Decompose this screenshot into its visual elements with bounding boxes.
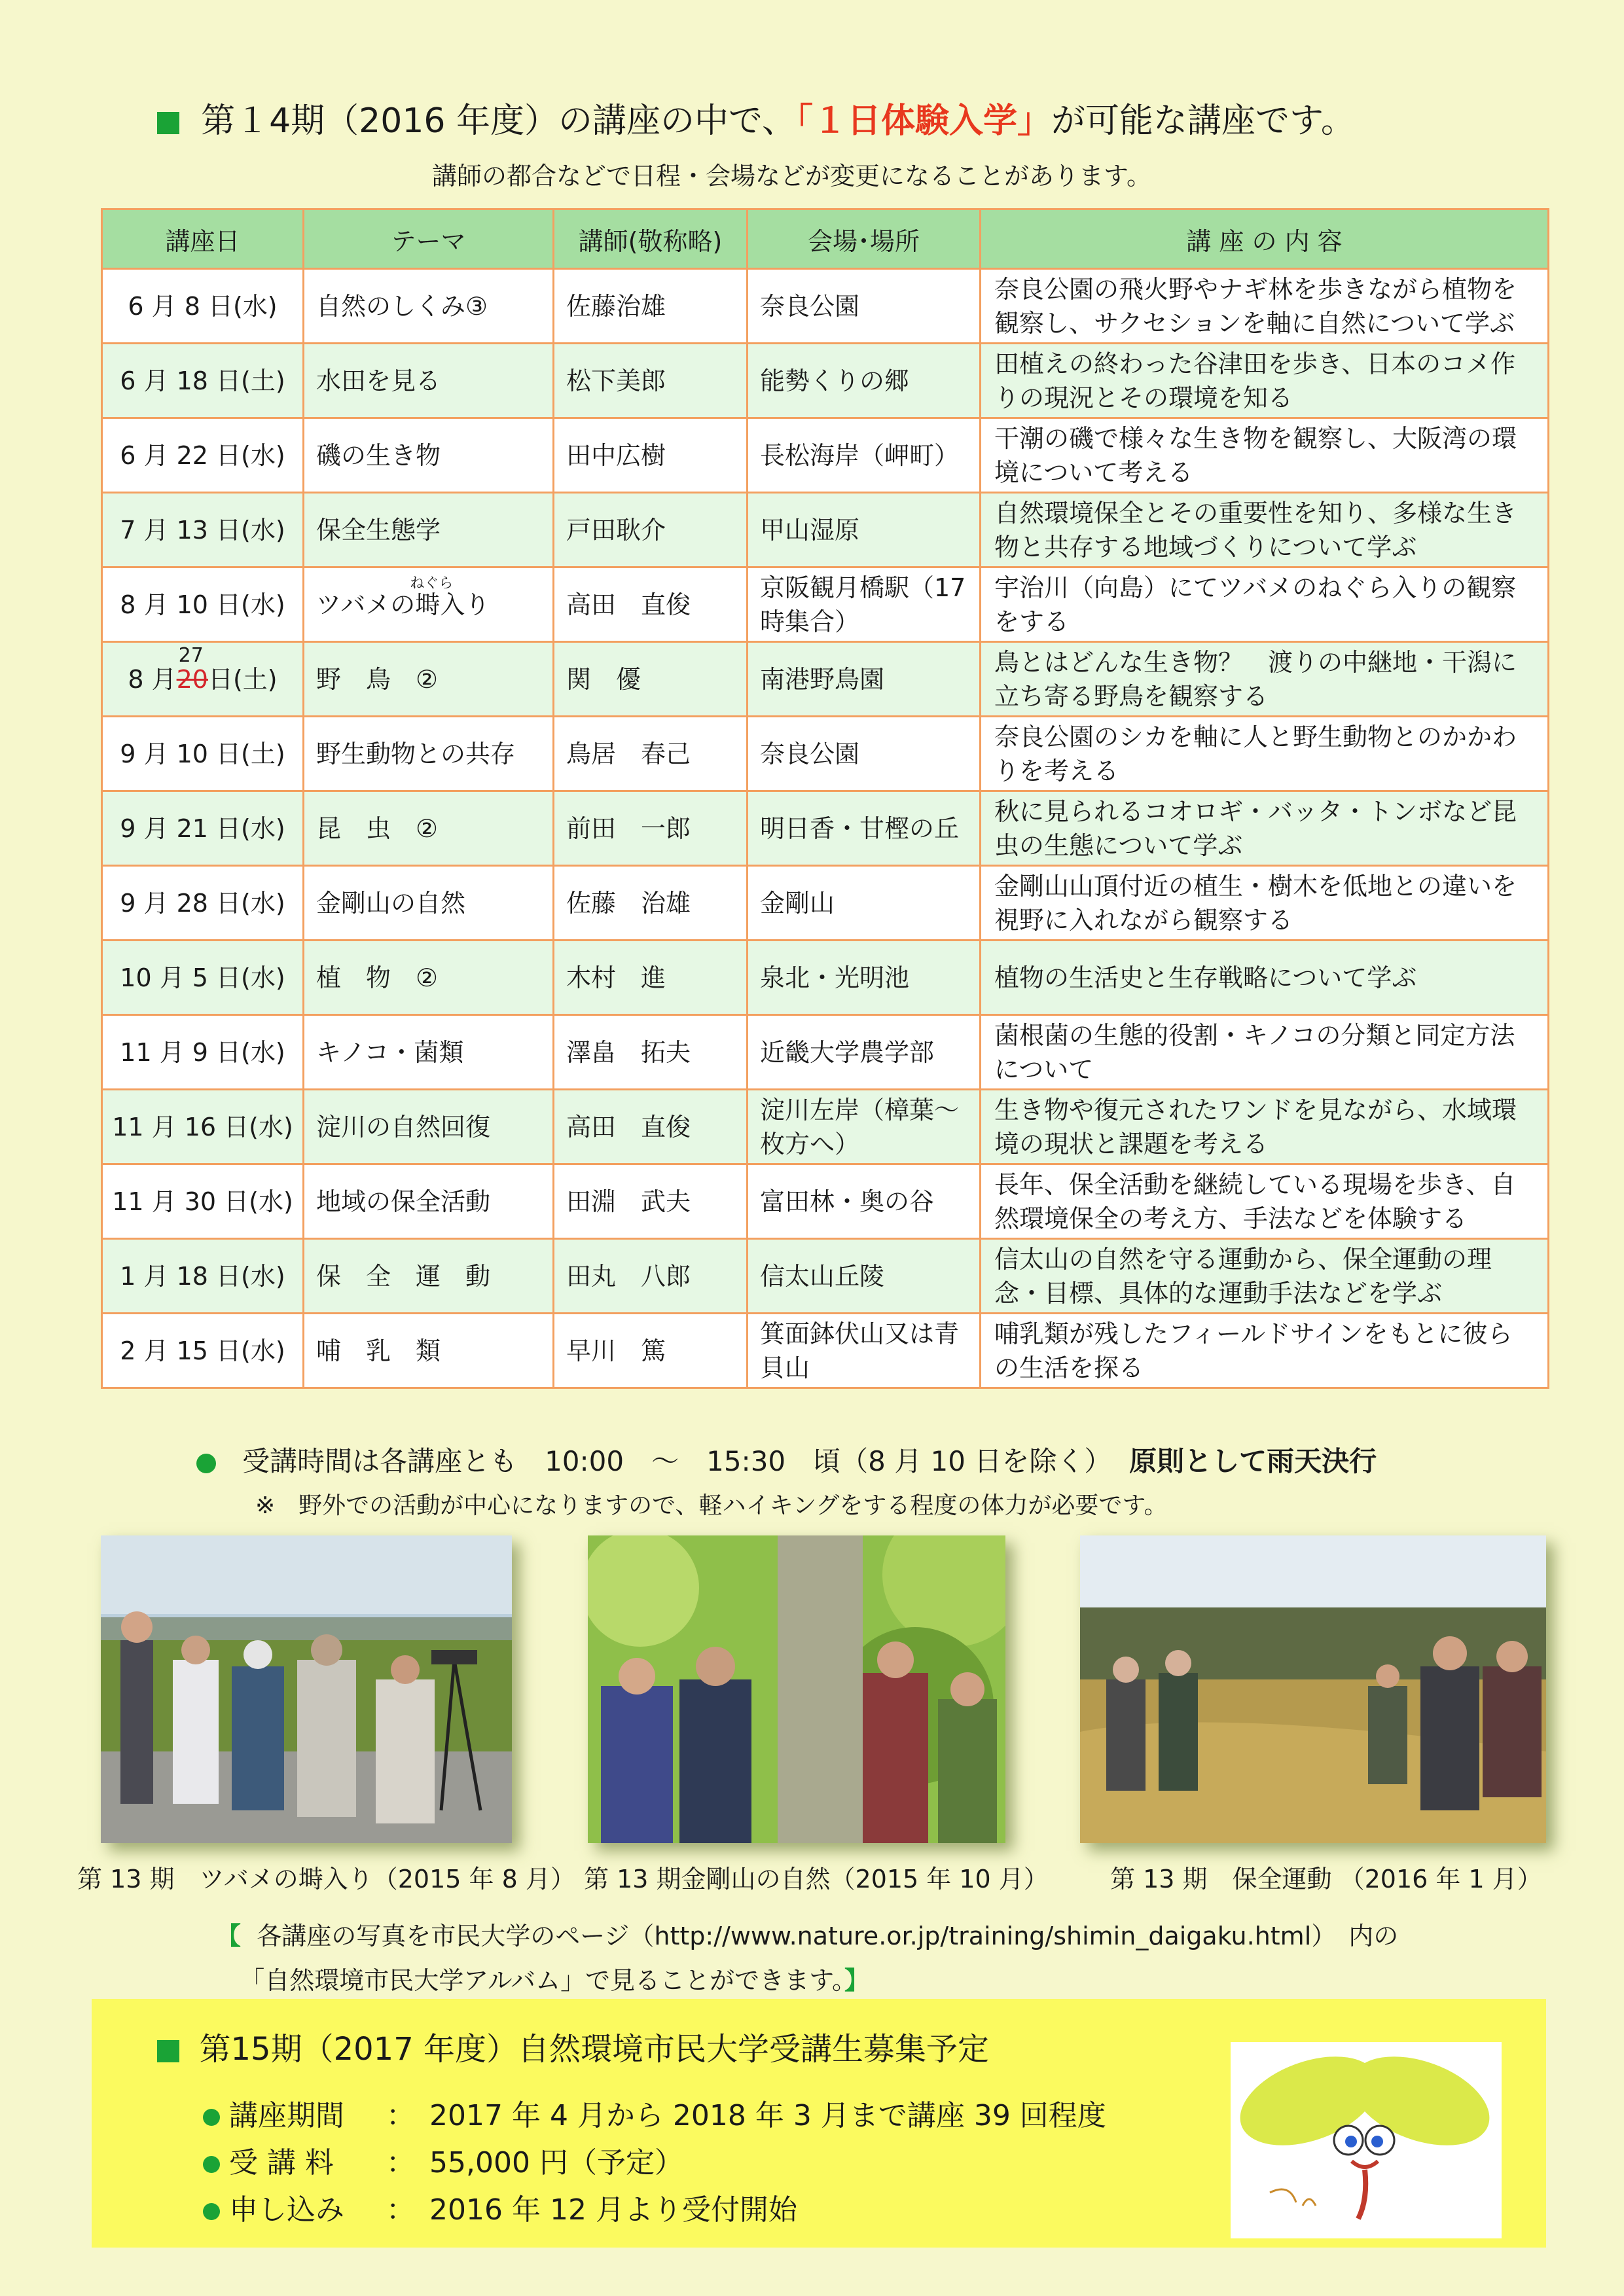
cell-venue: 能勢くりの郷 bbox=[748, 344, 981, 418]
cell-theme: 金剛山の自然 bbox=[304, 866, 554, 941]
schedule-change-note: 講師の都合などで日程・会場などが変更になることがあります。 bbox=[432, 162, 1151, 190]
rain-policy: 原則として雨天決行 bbox=[1129, 1445, 1377, 1477]
recruit-value: ： 2017 年 4 月から 2018 年 3 月まで講座 39 回程度 bbox=[386, 2099, 1106, 2132]
recruit-item-fee bbox=[203, 2139, 683, 2181]
bullet-icon bbox=[196, 1454, 216, 1473]
cell-content: 金剛山山頂付近の植生・樹木を低地との違いを視野に入れながら観察する bbox=[981, 866, 1549, 941]
album-note bbox=[216, 1914, 1398, 2003]
cell-lecturer: 佐藤 治雄 bbox=[554, 866, 748, 941]
cell-venue: 奈良公園 bbox=[748, 717, 981, 791]
table-row bbox=[102, 1164, 1549, 1239]
table-row bbox=[102, 567, 1549, 642]
cell-date: 11 月 16 日(水) bbox=[102, 1090, 304, 1164]
cell-venue: 富田林・奥の谷 bbox=[748, 1164, 981, 1239]
bracket-open: 【 bbox=[216, 1922, 242, 1950]
cell-venue: 明日香・甘樫の丘 bbox=[748, 791, 981, 866]
nature-osaka-logo bbox=[1231, 2042, 1502, 2238]
cell-content: 植物の生活史と生存戦略について学ぶ bbox=[981, 941, 1549, 1015]
ruby-reading: ねぐら bbox=[410, 575, 454, 592]
date-old: 20 bbox=[176, 664, 208, 694]
cell-content: 生き物や復元されたワンドを見ながら、水域環境の現状と課題を考える bbox=[981, 1090, 1549, 1164]
cell-lecturer: 早川 篤 bbox=[554, 1314, 748, 1388]
table-row bbox=[102, 941, 1549, 1015]
cell-lecturer: 関 優 bbox=[554, 642, 748, 717]
cell-theme: 磯の生き物 bbox=[304, 418, 554, 493]
cell-lecturer: 高田 直俊 bbox=[554, 567, 748, 642]
album-line1: 各講座の写真を市民大学のページ（http://www.nature.or.jp/training/shimin_daigaku.html） 内の bbox=[257, 1922, 1399, 1950]
cell-content: 菌根菌の生態的役割・キノコの分類と同定方法について bbox=[981, 1015, 1549, 1090]
recruit-label: 申し込み bbox=[229, 2193, 344, 2227]
cell-date: 1 月 18 日(水) bbox=[102, 1239, 304, 1314]
cell-date: 9 月 10 日(土) bbox=[102, 717, 304, 791]
cell-content: 宇治川（向島）にてツバメのねぐら入りの観察をする bbox=[981, 567, 1549, 642]
class-time-text: 受講時間は各講座とも 10:00 ～ 15:30 頃（8 月 10 日を除く） bbox=[242, 1445, 1112, 1477]
recruit-value: ： 55,000 円（予定） bbox=[386, 2146, 683, 2179]
header-date: 講座日 bbox=[102, 209, 304, 269]
cell-content: 鳥とはどんな生き物？ 渡りの中継地・干潟に立ち寄る野鳥を観察する bbox=[981, 642, 1549, 717]
cell-lecturer: 田中広樹 bbox=[554, 418, 748, 493]
headline-pre: 第１4期（2016 年度）の講座の中で、 bbox=[201, 101, 796, 141]
square-bullet-icon bbox=[157, 2040, 179, 2062]
photo-caption: 第 13 期 ツバメの塒入り（2015 年 8 月） bbox=[77, 1865, 575, 1893]
cell-date bbox=[102, 642, 304, 717]
photo-conservation-image bbox=[1080, 1535, 1546, 1843]
recruit-item-apply bbox=[203, 2186, 797, 2228]
table-row bbox=[102, 717, 1549, 791]
cell-lecturer: 戸田耿介 bbox=[554, 493, 748, 567]
bullet-icon bbox=[203, 2156, 220, 2173]
cell-lecturer: 田淵 武夫 bbox=[554, 1164, 748, 1239]
date-post: 日(土) bbox=[208, 664, 278, 694]
theme-pre: ツバメの bbox=[316, 590, 416, 619]
cell-venue: 淀川左岸（樟葉～枚方へ） bbox=[748, 1090, 981, 1164]
cell-venue: 泉北・光明池 bbox=[748, 941, 981, 1015]
cell-content: 干潮の磯で様々な生き物を観察し、大阪湾の環境について考える bbox=[981, 418, 1549, 493]
recruit-title-row bbox=[157, 2024, 989, 2069]
cell-content: 長年、保全活動を継続している現場を歩き、自然環境保全の考え方、手法などを体験する bbox=[981, 1164, 1549, 1239]
cell-content: 自然環境保全とその重要性を知り、多様な生き物と共存する地域づくりについて学ぶ bbox=[981, 493, 1549, 567]
cell-theme: 哺 乳 類 bbox=[304, 1314, 554, 1388]
cell-venue: 奈良公園 bbox=[748, 269, 981, 344]
cell-theme: 野 鳥 ② bbox=[304, 642, 554, 717]
table-row bbox=[102, 866, 1549, 941]
date-new: 27 bbox=[178, 643, 204, 667]
photo-swallow-roost-image bbox=[101, 1535, 512, 1843]
album-line2: 「自然環境市民大学アルバム」で見ることができます。 bbox=[240, 1966, 845, 1995]
cell-content: 田植えの終わった谷津田を歩き、日本のコメ作りの現況とその環境を知る bbox=[981, 344, 1549, 418]
cell-content: 奈良公園の飛火野やナギ林を歩きながら植物を観察し、サクセションを軸に自然について学ぶ bbox=[981, 269, 1549, 344]
photo-swallow-roost bbox=[101, 1535, 512, 1843]
table-header-row bbox=[102, 209, 1549, 269]
cell-content: 奈良公園のシカを軸に人と野生動物とのかかわりを考える bbox=[981, 717, 1549, 791]
cell-theme: 野生動物との共存 bbox=[304, 717, 554, 791]
bracket-close: 】 bbox=[844, 1966, 870, 1995]
cell-lecturer: 松下美郎 bbox=[554, 344, 748, 418]
fitness-note: ※ 野外での活動が中心になりますので、軽ハイキングをする程度の体力が必要です。 bbox=[255, 1492, 1168, 1519]
cell-theme: 保全生態学 bbox=[304, 493, 554, 567]
cell-lecturer: 高田 直俊 bbox=[554, 1090, 748, 1164]
cell-theme: 水田を見る bbox=[304, 344, 554, 418]
cell-lecturer: 木村 進 bbox=[554, 941, 748, 1015]
cell-content: 秋に見られるコオロギ・バッタ・トンボなど昆虫の生態について学ぶ bbox=[981, 791, 1549, 866]
cell-date: 11 月 9 日(水) bbox=[102, 1015, 304, 1090]
cell-content: 信太山の自然を守る運動から、保全運動の理念・目標、具体的な運動手法などを学ぶ bbox=[981, 1239, 1549, 1314]
table-row bbox=[102, 418, 1549, 493]
cell-venue: 近畿大学農学部 bbox=[748, 1015, 981, 1090]
photo-mt-kongo bbox=[588, 1535, 1005, 1843]
photo-conservation bbox=[1080, 1535, 1546, 1843]
cell-content: 哺乳類が残したフィールドサインをもとに彼らの生活を探る bbox=[981, 1314, 1549, 1388]
table-row bbox=[102, 1015, 1549, 1090]
cell-lecturer: 前田 一郎 bbox=[554, 791, 748, 866]
photo-mt-kongo-image bbox=[588, 1535, 1005, 1843]
header-content: 講 座 の 内 容 bbox=[981, 209, 1549, 269]
cell-lecturer: 鳥居 春己 bbox=[554, 717, 748, 791]
ruby-base: 塒 bbox=[415, 590, 441, 619]
table-row bbox=[102, 344, 1549, 418]
header-venue: 会場･場所 bbox=[748, 209, 981, 269]
cell-theme: 地域の保全活動 bbox=[304, 1164, 554, 1239]
cell-theme: 植 物 ② bbox=[304, 941, 554, 1015]
cell-venue: 甲山湿原 bbox=[748, 493, 981, 567]
cell-date: 9 月 28 日(水) bbox=[102, 866, 304, 941]
headline bbox=[157, 93, 1355, 142]
recruit-value: ： 2016 年 12 月より受付開始 bbox=[386, 2193, 797, 2227]
theme-post: 入り bbox=[440, 590, 490, 619]
cell-venue: 箕面鉢伏山又は青貝山 bbox=[748, 1314, 981, 1388]
cell-date: 8 月 10 日(水) bbox=[102, 567, 304, 642]
cell-venue: 長松海岸（岬町） bbox=[748, 418, 981, 493]
cell-venue: 京阪観月橋駅（17 時集合） bbox=[748, 567, 981, 642]
table-row bbox=[102, 269, 1549, 344]
cell-venue: 信太山丘陵 bbox=[748, 1239, 981, 1314]
cell-date: 6 月 18 日(土) bbox=[102, 344, 304, 418]
cell-theme: 淀川の自然回復 bbox=[304, 1090, 554, 1164]
cell-venue: 南港野鳥園 bbox=[748, 642, 981, 717]
cell-lecturer: 佐藤治雄 bbox=[554, 269, 748, 344]
cell-lecturer: 澤畠 拓夫 bbox=[554, 1015, 748, 1090]
ruby-word bbox=[410, 575, 454, 619]
table-row bbox=[102, 493, 1549, 567]
square-bullet-icon bbox=[157, 112, 179, 134]
recruit-box bbox=[92, 1999, 1546, 2248]
table-row bbox=[102, 791, 1549, 866]
recruit-title: 第15期（2017 年度）自然環境市民大学受講生募集予定 bbox=[199, 2031, 990, 2068]
cell-theme: キノコ・菌類 bbox=[304, 1015, 554, 1090]
recruit-item-period bbox=[203, 2092, 1106, 2134]
photo-caption: 第 13 期 保全運動 （2016 年 1 月） bbox=[1110, 1865, 1542, 1893]
cell-lecturer: 田丸 八郎 bbox=[554, 1239, 748, 1314]
cell-date: 6 月 22 日(水) bbox=[102, 418, 304, 493]
cell-date: 9 月 21 日(水) bbox=[102, 791, 304, 866]
table-row bbox=[102, 1090, 1549, 1164]
seedling-mascot-icon bbox=[1231, 2042, 1502, 2238]
table-row bbox=[102, 1314, 1549, 1388]
cell-venue: 金剛山 bbox=[748, 866, 981, 941]
bullet-icon bbox=[203, 2109, 220, 2126]
date-pre: 8 月 bbox=[128, 664, 177, 694]
cell-theme: 昆 虫 ② bbox=[304, 791, 554, 866]
headline-post: が可能な講座です。 bbox=[1051, 101, 1355, 141]
course-table bbox=[101, 208, 1549, 1389]
recruit-label: 講座期間 bbox=[229, 2099, 344, 2132]
table-row bbox=[102, 642, 1549, 717]
header-theme: テーマ bbox=[304, 209, 554, 269]
cell-date: 11 月 30 日(水) bbox=[102, 1164, 304, 1239]
bullet-icon bbox=[203, 2203, 220, 2220]
recruit-label: 受 講 料 bbox=[229, 2146, 334, 2179]
cell-theme bbox=[304, 567, 554, 642]
cell-date: 10 月 5 日(水) bbox=[102, 941, 304, 1015]
header-lecturer: 講師(敬称略) bbox=[554, 209, 748, 269]
date-corrected bbox=[176, 643, 208, 694]
class-time-note bbox=[196, 1440, 1377, 1479]
photo-caption: 第 13 期金剛山の自然（2015 年 10 月） bbox=[584, 1865, 1049, 1893]
table-row bbox=[102, 1239, 1549, 1314]
cell-date: 2 月 15 日(水) bbox=[102, 1314, 304, 1388]
cell-theme: 自然のしくみ③ bbox=[304, 269, 554, 344]
cell-theme: 保 全 運 動 bbox=[304, 1239, 554, 1314]
cell-date: 7 月 13 日(水) bbox=[102, 493, 304, 567]
headline-highlight: 「１日体験入学」 bbox=[795, 101, 1051, 141]
cell-date: 6 月 8 日(水) bbox=[102, 269, 304, 344]
